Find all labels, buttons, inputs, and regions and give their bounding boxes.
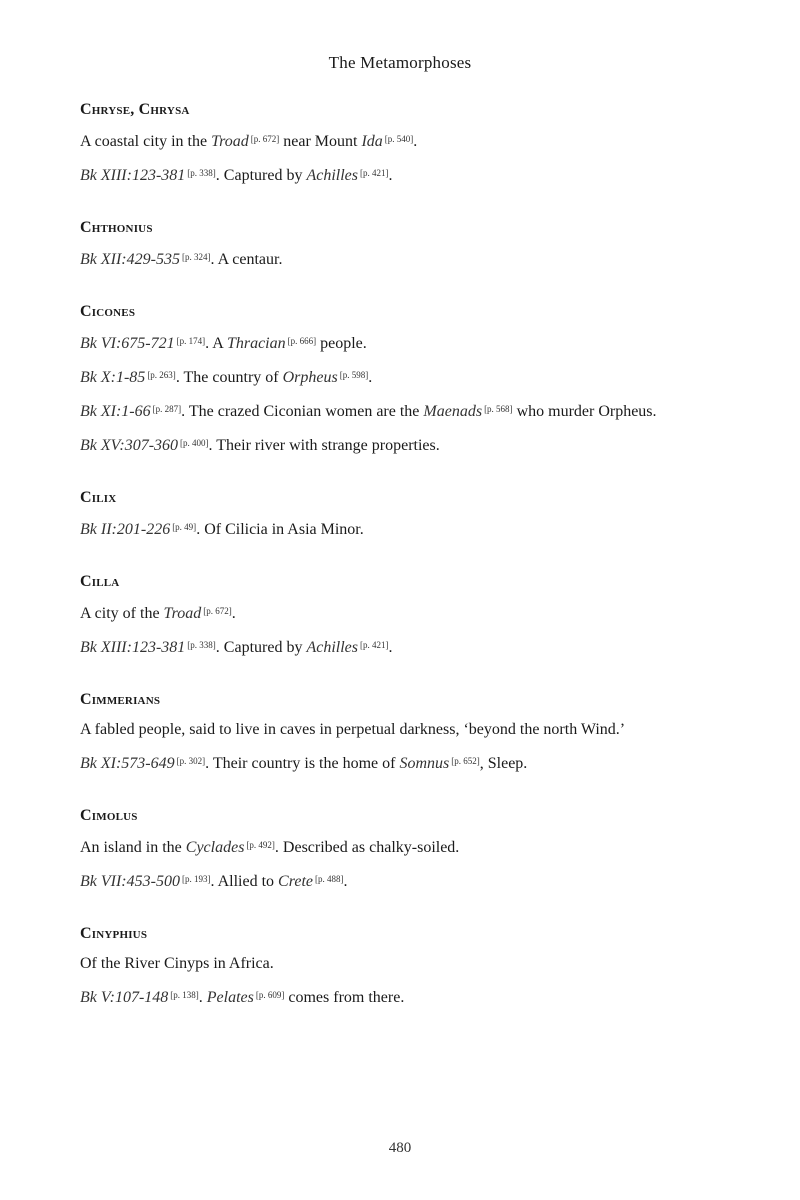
entry-text: . <box>413 133 418 150</box>
page-reference: [p. 492] <box>246 840 275 850</box>
entry-headword: Cimolus <box>80 807 138 824</box>
cross-reference-link[interactable]: Achilles <box>306 639 358 656</box>
page-reference: [p. 609] <box>255 990 285 1000</box>
entry-text: comes from there. <box>284 989 405 1006</box>
entry-line <box>80 432 681 457</box>
glossary-entry <box>80 924 681 1009</box>
cross-reference-link[interactable]: Crete <box>278 873 313 890</box>
page-reference: [p. 193] <box>181 874 211 884</box>
cross-reference-link[interactable]: Achilles <box>306 167 358 184</box>
entry-text: who murder Orpheus. <box>512 403 657 420</box>
entry-text: . A centaur. <box>210 251 283 268</box>
cross-reference-link[interactable]: Bk VII:453-500 <box>80 873 180 890</box>
entry-headword: Cicones <box>80 303 136 320</box>
entry-line <box>80 984 681 1009</box>
page-reference: [p. 138] <box>170 990 199 1000</box>
page-reference: [p. 540] <box>384 134 414 144</box>
cross-reference-link[interactable]: Bk XIII:123-381 <box>80 167 186 184</box>
page-number: 480 <box>388 1140 412 1156</box>
glossary-entry <box>80 806 681 893</box>
page-reference: [p. 421] <box>360 168 389 178</box>
cross-reference-link[interactable]: Ida <box>361 133 383 150</box>
entry-text: . <box>198 989 207 1006</box>
page-reference: [p. 598] <box>339 370 369 380</box>
cross-reference-link[interactable]: Bk XIII:123-381 <box>80 639 186 656</box>
entry-line <box>80 634 681 659</box>
page-reference: [p. 652] <box>451 756 480 766</box>
glossary-entry <box>80 218 681 271</box>
page-reference: [p. 287] <box>152 404 182 414</box>
page-reference: [p. 302] <box>176 756 206 766</box>
page-reference: [p. 338] <box>187 640 216 650</box>
entry-line <box>80 162 681 187</box>
glossary-entry <box>80 302 681 457</box>
entry-headword: Cimmerians <box>80 691 161 708</box>
entry-line <box>80 718 681 741</box>
entry-text: people. <box>316 335 367 352</box>
glossary-entry <box>80 690 681 775</box>
entry-headword: Cinyphius <box>80 925 148 942</box>
entry-text: . Of Cilicia in Asia Minor. <box>196 521 364 538</box>
entry-line <box>80 952 681 975</box>
entry-line <box>80 868 681 893</box>
entry-headword: Cilix <box>80 489 117 506</box>
entry-text: Of the River Cinyps in Africa. <box>80 955 274 972</box>
page-reference: [p. 49] <box>172 522 197 532</box>
cross-reference-link[interactable]: Troad <box>163 605 202 622</box>
cross-reference-link[interactable]: Bk XI:1-66 <box>80 403 151 420</box>
entry-headword: Chryse, Chrysa <box>80 101 190 118</box>
entry-headword: Cilla <box>80 573 120 590</box>
entry-text: An island in the <box>80 839 186 856</box>
cross-reference-link[interactable]: Maenads <box>423 403 483 420</box>
cross-reference-link[interactable]: Pelates <box>206 989 254 1006</box>
entry-text: . Captured by <box>215 639 307 656</box>
entry-text: . <box>368 369 373 386</box>
cross-reference-link[interactable]: Somnus <box>399 755 450 772</box>
entry-text: A fabled people, said to live in caves in perpetual darkness, ‘beyond the north Wind.’ <box>80 721 626 738</box>
page-reference: [p. 666] <box>287 336 317 346</box>
entry-line <box>80 364 681 389</box>
entry-line <box>80 516 681 541</box>
entry-text: near Mount <box>279 133 362 150</box>
entry-text: . Captured by <box>215 167 307 184</box>
page-reference: [p. 488] <box>314 874 344 884</box>
page-reference: [p. 672] <box>203 606 232 616</box>
entry-headword: Chthonius <box>80 219 153 236</box>
entry-line <box>80 398 681 423</box>
entry-text: . <box>388 167 393 184</box>
glossary-entries <box>80 100 681 1040</box>
page-reference: [p. 421] <box>360 640 389 650</box>
cross-reference-link[interactable]: Troad <box>211 133 249 150</box>
cross-reference-link[interactable]: Bk XV:307-360 <box>80 437 179 454</box>
cross-reference-link[interactable]: Thracian <box>226 335 286 352</box>
page-reference: [p. 400] <box>180 438 209 448</box>
entry-text: . The country of <box>175 369 283 386</box>
cross-reference-link[interactable]: Orpheus <box>282 369 338 386</box>
entry-text: A coastal city in the <box>80 133 212 150</box>
entry-text: . Their river with strange properties. <box>208 437 440 454</box>
page-reference: [p. 324] <box>181 252 211 262</box>
entry-text: . <box>343 873 348 890</box>
glossary-entry <box>80 488 681 541</box>
cross-reference-link[interactable]: Bk X:1-85 <box>80 369 146 386</box>
entry-line <box>80 834 681 859</box>
entry-text: . Allied to <box>210 873 279 890</box>
entry-text: . The crazed Ciconian women are the <box>181 403 424 420</box>
cross-reference-link[interactable]: Cyclades <box>185 839 245 856</box>
page-reference: [p. 338] <box>187 168 216 178</box>
page-reference: [p. 174] <box>176 336 206 346</box>
cross-reference-link[interactable]: Bk XII:429-535 <box>80 251 180 268</box>
entry-text: . Their country is the home of <box>205 755 400 772</box>
entry-line <box>80 330 681 355</box>
entry-text: A city of the <box>80 605 164 622</box>
entry-line <box>80 128 681 153</box>
running-head-title: The Metamorphoses <box>328 53 472 72</box>
entry-line <box>80 750 681 775</box>
page-reference: [p. 568] <box>484 404 513 414</box>
entry-text: . A <box>205 335 227 352</box>
cross-reference-link[interactable]: Bk II:201-226 <box>80 521 171 538</box>
entry-text: . <box>388 639 393 656</box>
glossary-entry <box>80 572 681 659</box>
entry-line <box>80 600 681 625</box>
entry-text: . <box>231 605 236 622</box>
cross-reference-link[interactable]: Bk XI:573-649 <box>80 755 175 772</box>
glossary-entry <box>80 100 681 187</box>
cross-reference-link[interactable]: Bk V:107-148 <box>80 989 169 1006</box>
entry-text: , Sleep. <box>479 755 528 772</box>
cross-reference-link[interactable]: Bk VI:675-721 <box>80 335 175 352</box>
page-reference: [p. 263] <box>147 370 176 380</box>
entry-text: . Described as chalky-soiled. <box>274 839 460 856</box>
entry-line <box>80 246 681 271</box>
page-reference: [p. 672] <box>250 134 280 144</box>
